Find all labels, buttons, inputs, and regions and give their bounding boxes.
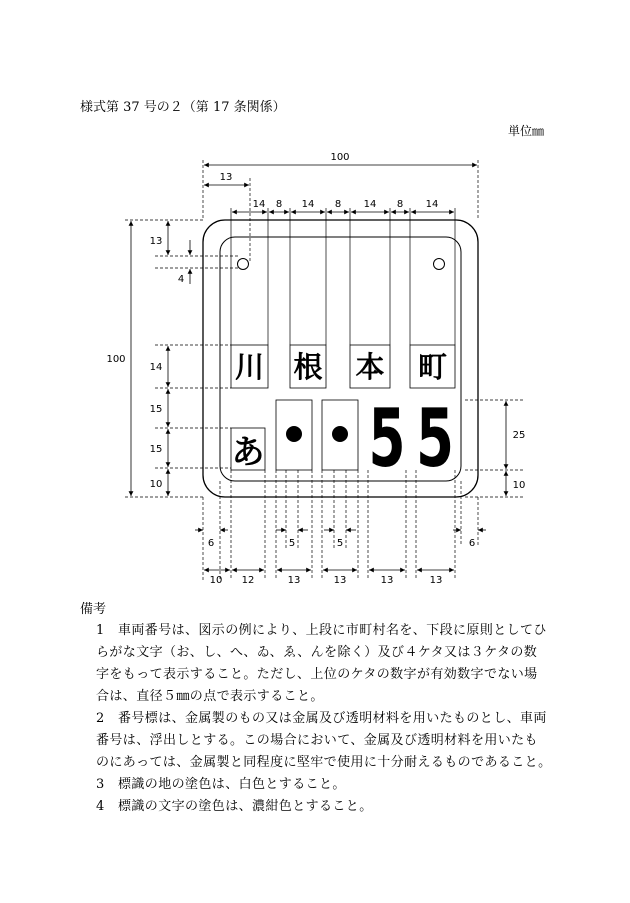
dim-bottom-seg: 13 — [333, 575, 347, 586]
dim-top-seg: 14 — [301, 199, 315, 210]
town-char: 町 — [417, 350, 448, 384]
dim-left-seg: 14 — [149, 362, 163, 373]
dim-bottom-seg: 13 — [380, 575, 394, 586]
dim-bottom-seg: 13 — [429, 575, 443, 586]
dim-top-seg: 14 — [252, 199, 266, 210]
dim-top-width: 100 — [330, 152, 350, 163]
dim-bottom-seg: 10 — [209, 575, 223, 586]
note-number: 2 — [96, 711, 105, 726]
dim-left-seg: 10 — [149, 479, 163, 490]
dim-bottom-seg: 12 — [241, 575, 255, 586]
dim-bottom-small: 6 — [207, 538, 215, 549]
note-number: 1 — [96, 623, 105, 638]
dim-left-offset: 13 — [219, 172, 233, 183]
note-text: 標識の文字の塗色は、濃紺色とすること。 — [118, 799, 373, 814]
form-title: 様式第 37 号の２（第 17 条関係） — [80, 100, 286, 115]
mounting-hole-left — [238, 259, 249, 270]
note-continuation: 番号は、浮出しとする。この場合において、金属及び透明材料を用いたも のにあっては、金属製と同程度に堅牢で使用に十分耐えるものであること。 — [96, 733, 552, 770]
note-text: 番号標は、金属製のもの又は金属及び透明材料を用いたものとし、車両 — [118, 711, 547, 726]
dim-top-seg: 8 — [396, 199, 404, 210]
town-char: 本 — [355, 350, 385, 384]
hiragana-char: あ — [231, 432, 265, 471]
number-digit: 5 — [368, 392, 406, 485]
dim-bottom-small: 6 — [468, 538, 476, 549]
dim-left-seg: 15 — [149, 444, 163, 455]
dim-left-height: 100 — [106, 354, 126, 365]
town-char: 川 — [234, 350, 265, 384]
placeholder-dot — [332, 426, 348, 442]
dim-top-seg: 8 — [334, 199, 342, 210]
note-text: 標識の地の塗色は、白色とすること。 — [118, 777, 346, 792]
note-number: 3 — [96, 777, 105, 792]
dim-top-seg: 14 — [363, 199, 377, 210]
note-number: 4 — [96, 799, 105, 814]
mounting-hole-right — [434, 259, 445, 270]
dim-bottom-small: 5 — [336, 538, 344, 549]
column-guides — [231, 208, 455, 345]
dim-right-seg: 10 — [512, 480, 526, 491]
dim-left-seg: 4 — [177, 274, 185, 285]
dim-bottom-seg: 13 — [287, 575, 301, 586]
number-digit: 5 — [416, 392, 454, 485]
note-continuation: らがな文字（お、し、へ、ゐ、ゑ、んを除く）及び４ケタ又は３ケタの数 字をもって表示すること。ただし、上位のケタの数字が有効数字でない場 合は、直径５㎜の点で表示すること。 — [96, 645, 538, 704]
dim-right-seg: 25 — [512, 430, 526, 441]
note-text: 車両番号は、図示の例により、上段に市町村名を、下段に原則としてひ — [118, 623, 547, 638]
dim-left-seg: 13 — [149, 236, 163, 247]
dim-top-seg: 8 — [275, 199, 283, 210]
placeholder-dot — [286, 426, 302, 442]
dim-bottom-small: 5 — [288, 538, 296, 549]
town-char: 根 — [293, 350, 323, 384]
notes-heading: 備考 — [80, 602, 107, 617]
dim-left-seg: 15 — [149, 404, 163, 415]
unit-label: 単位㎜ — [508, 124, 545, 138]
dim-top-seg: 14 — [425, 199, 439, 210]
